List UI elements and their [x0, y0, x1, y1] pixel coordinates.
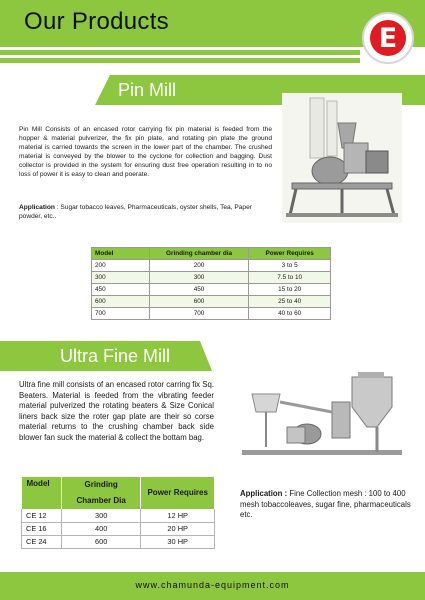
- stripe: [0, 50, 360, 55]
- pin-mill-application: [19, 203, 272, 221]
- table-row: [92, 296, 331, 308]
- table-cell: 7.5 to 10: [249, 272, 331, 284]
- table-cell: 400: [61, 522, 141, 535]
- table-row: [92, 308, 331, 320]
- section-title: Ultra Fine Mill: [60, 346, 171, 366]
- table-cell: 450: [149, 284, 249, 296]
- table-cell: 450: [92, 284, 150, 296]
- table-cell: 20 HP: [141, 522, 215, 535]
- pin-mill-description: Pin Mill Consists of an encased rotor carrying fix pin material is feeded from the hopper & material pulverizer, the fix pin plate, and rotating pin plate the ground material is carried towards the screen in the lower part of the chamber. The crushed material is conveyed by the blower to the cyclone for collection and bagging. Dust collector is provided in the system for ensuring dust free operation resulting in to no loss of power it is easy to clean and poerate.: [19, 126, 272, 178]
- ultra-fine-mill-machine-image: [232, 372, 417, 462]
- table-cell: 600: [149, 296, 249, 308]
- table-cell: 300: [61, 509, 141, 522]
- table-cell: 40 to 60: [249, 308, 331, 320]
- table-cell: 200: [149, 260, 249, 272]
- website-link[interactable]: www.chamunda-equipment.com: [135, 580, 290, 590]
- table-cell: 300: [92, 272, 150, 284]
- table-cell: 200: [92, 260, 150, 272]
- table-cell: 30 HP: [141, 535, 215, 548]
- table-cell: 600: [92, 296, 150, 308]
- column-header: Grinding chamber dia: [149, 248, 249, 260]
- pin-mill-spec-table: [91, 247, 331, 320]
- table-row: [22, 535, 215, 548]
- application-text: : Sugar tobacco leaves, Pharmaceuticals, oyster shells, Tea, Paper powder, etc..: [19, 204, 252, 220]
- table-row: [92, 284, 331, 296]
- ultra-fine-mill-description: Ultra fine mill consists of an encased rotor carring fix Sq. Beaters. Material is feeded from the vibrating feeder material pulverized the rotating beaters & Size Conical liners back size the roter gap plate are their so corse material returns to the crushing chamber back side blower fan suck the material & collect the bottam bag.: [19, 380, 214, 442]
- table-row: [92, 272, 331, 284]
- table-cell: 12 HP: [141, 509, 215, 522]
- column-header: Power Requires: [249, 248, 331, 260]
- column-header: Model: [92, 248, 150, 260]
- ultra-fine-mill-banner: [0, 341, 425, 371]
- logo-emblem: [370, 20, 406, 56]
- column-header: Model: [22, 477, 62, 509]
- table-row: [22, 522, 215, 535]
- application-label: Application: [19, 204, 55, 211]
- page-title: Our Products: [24, 8, 169, 35]
- header-stripes: [0, 47, 425, 67]
- pin-mill-machine-image: [282, 93, 402, 223]
- table-cell: 15 to 20: [249, 284, 331, 296]
- table-cell: 600: [61, 535, 141, 548]
- section-title: Pin Mill: [118, 80, 177, 100]
- ultra-fine-mill-spec-table: [21, 477, 215, 549]
- table-cell: 700: [92, 308, 150, 320]
- table-header-row: [22, 477, 215, 509]
- ultra-fine-mill-application: [240, 489, 415, 521]
- table-row: [92, 260, 331, 272]
- column-header: Grinding Chamber Dia: [61, 477, 141, 509]
- table-header-row: [92, 248, 331, 260]
- table-cell: 25 to 40: [249, 296, 331, 308]
- company-logo: [362, 12, 414, 64]
- stripe: [0, 58, 360, 63]
- table-cell: 700: [149, 308, 249, 320]
- table-cell: CE 12: [22, 509, 62, 522]
- table-cell: CE 24: [22, 535, 62, 548]
- application-label: Application :: [240, 489, 288, 498]
- table-row: [22, 509, 215, 522]
- table-cell: 300: [149, 272, 249, 284]
- logo-letter: E: [378, 23, 398, 54]
- column-header: Power Requires: [141, 477, 215, 509]
- application-text: Fine Collection mesh : 100 to 400 mesh tobaccoleaves, sugar fine, pharmaceuticals etc.: [240, 489, 411, 519]
- table-cell: CE 16: [22, 522, 62, 535]
- footer-bar: [0, 572, 425, 600]
- table-cell: 3 to 5: [249, 260, 331, 272]
